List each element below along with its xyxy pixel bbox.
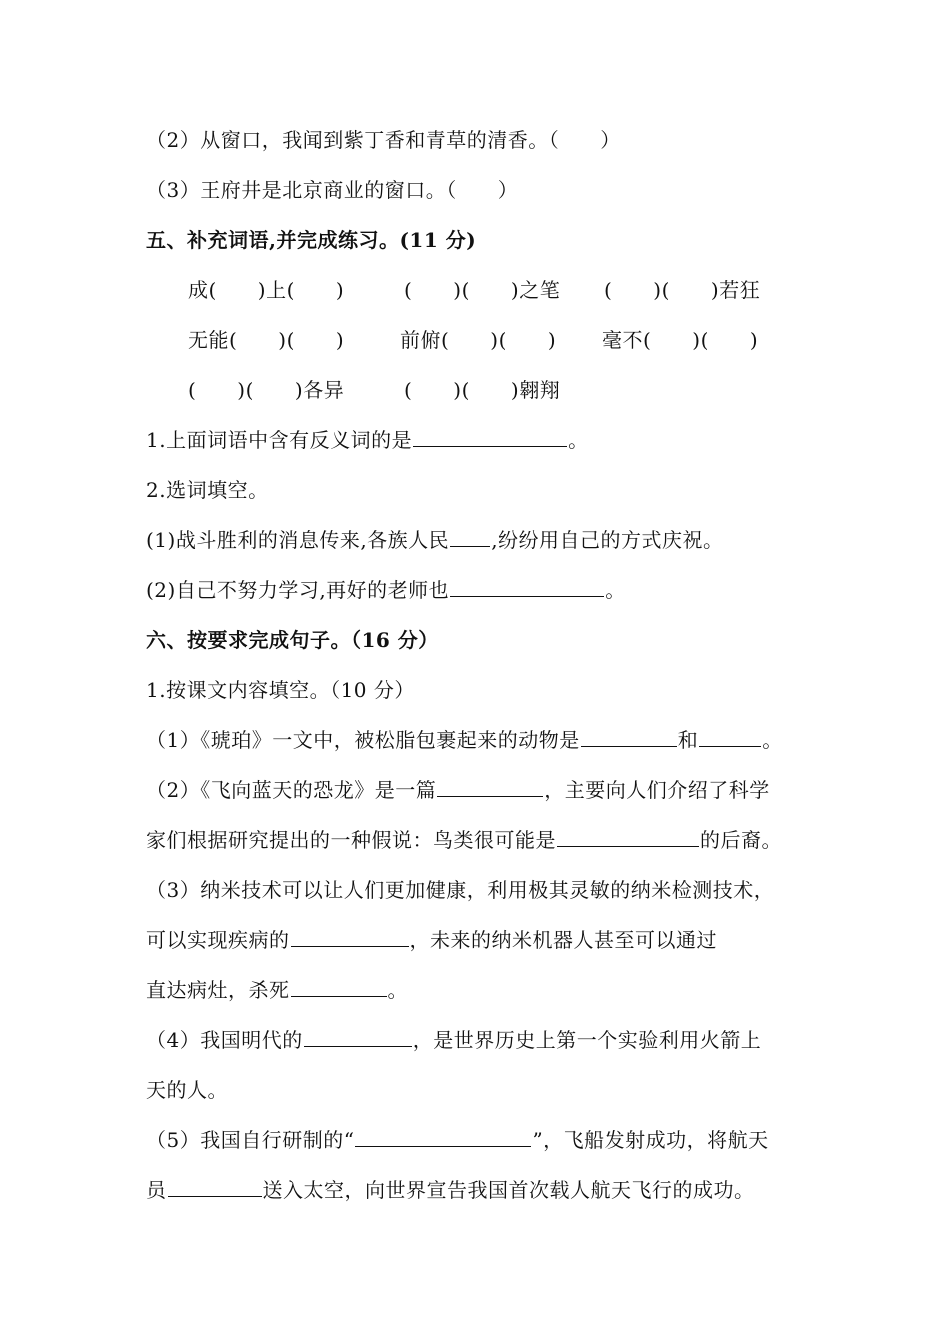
question-text: ，未来的纳米机器人甚至可以通过 [409,928,717,952]
question-text: （4）我国明代的 [146,1028,303,1052]
question-6-3-end [146,976,408,1004]
question-text: 。 [762,728,783,752]
section-6-heading: 六、按要求完成句子。（16 分） [146,628,439,652]
question-5-2-2 [146,576,626,604]
idiom-item: 无能( )( ) [188,328,345,352]
answer-blank[interactable] [413,426,567,447]
question-4-3: （3）王府井是北京商业的窗口。（ ） [146,178,519,202]
question-text: 的后裔。 [700,828,782,852]
question-text: (1)战斗胜利的消息传来,各族人民 [146,528,450,552]
answer-blank[interactable] [355,1126,531,1147]
question-6-3-cont [146,926,717,954]
question-text: 送入太空，向世界宣告我国首次载人航天飞行的成功。 [262,1178,755,1202]
question-6-2-cont [146,826,782,854]
question-6-1 [146,726,783,754]
question-text: 员 [146,1178,167,1202]
question-4-2: （2）从窗口，我闻到紫丁香和青草的清香。（ ） [146,128,621,152]
question-6-5-cont [146,1176,755,1204]
answer-blank[interactable] [291,976,387,997]
idiom-item: 前俯( )( ) [400,328,557,352]
question-text: (2)自己不努力学习,再好的老师也 [146,578,450,602]
question-text: 。 [605,578,626,602]
idiom-item: ( )( )翱翔 [404,378,561,402]
answer-blank[interactable] [581,726,677,747]
question-text: 。 [387,978,408,1002]
question-6-2 [146,776,770,804]
answer-blank[interactable] [699,726,761,747]
answer-blank[interactable] [450,576,604,597]
question-text: ”，飞船发射成功，将航天 [532,1128,769,1152]
question-text: 家们根据研究提出的一种假说：鸟类很可能是 [146,828,556,852]
question-text: 1.上面词语中含有反义词的是 [146,428,413,452]
question-text: （2）《飞向蓝天的恐龙》是一篇 [146,778,437,802]
idiom-item: ( )( )之笔 [404,278,561,302]
answer-blank[interactable] [450,526,490,547]
question-text: ，是世界历史上第一个实验利用火箭上 [412,1028,762,1052]
question-text: （5）我国自行研制的“ [146,1128,355,1152]
question-6-4 [146,1026,761,1054]
idiom-item: 成( )上( ) [188,278,345,302]
section-5-heading: 五、补充词语,并完成练习。(11 分) [146,228,477,252]
question-6-4-cont: 天的人。 [146,1078,228,1102]
idiom-item: ( )( )各异 [188,378,345,402]
answer-blank[interactable] [168,1176,262,1197]
section-6-sub-1: 1.按课文内容填空。（10 分） [146,678,415,702]
question-5-2: 2.选词填空。 [146,478,269,502]
question-text: （1）《琥珀》一文中，被松脂包裹起来的动物是 [146,728,580,752]
question-text: ，主要向人们介绍了科学 [544,778,770,802]
idiom-row-3 [188,376,560,404]
question-text: 可以实现疾病的 [146,928,290,952]
question-text: 。 [568,428,589,452]
answer-blank[interactable] [291,926,409,947]
idiom-row-2 [188,326,758,354]
idiom-row-1 [188,276,760,304]
question-6-3: （3）纳米技术可以让人们更加健康，利用极其灵敏的纳米检测技术， [146,878,775,902]
question-text: ,纷纷用自己的方式庆祝。 [491,528,724,552]
question-5-1 [146,426,589,454]
idiom-item: 毫不( )( ) [602,328,759,352]
question-6-5 [146,1126,769,1154]
answer-blank[interactable] [557,826,699,847]
idiom-item: ( )( )若狂 [604,278,761,302]
question-text: 和 [677,728,699,752]
question-text: 直达病灶，杀死 [146,978,290,1002]
answer-blank[interactable] [304,1026,412,1047]
question-5-2-1 [146,526,724,554]
answer-blank[interactable] [437,776,543,797]
